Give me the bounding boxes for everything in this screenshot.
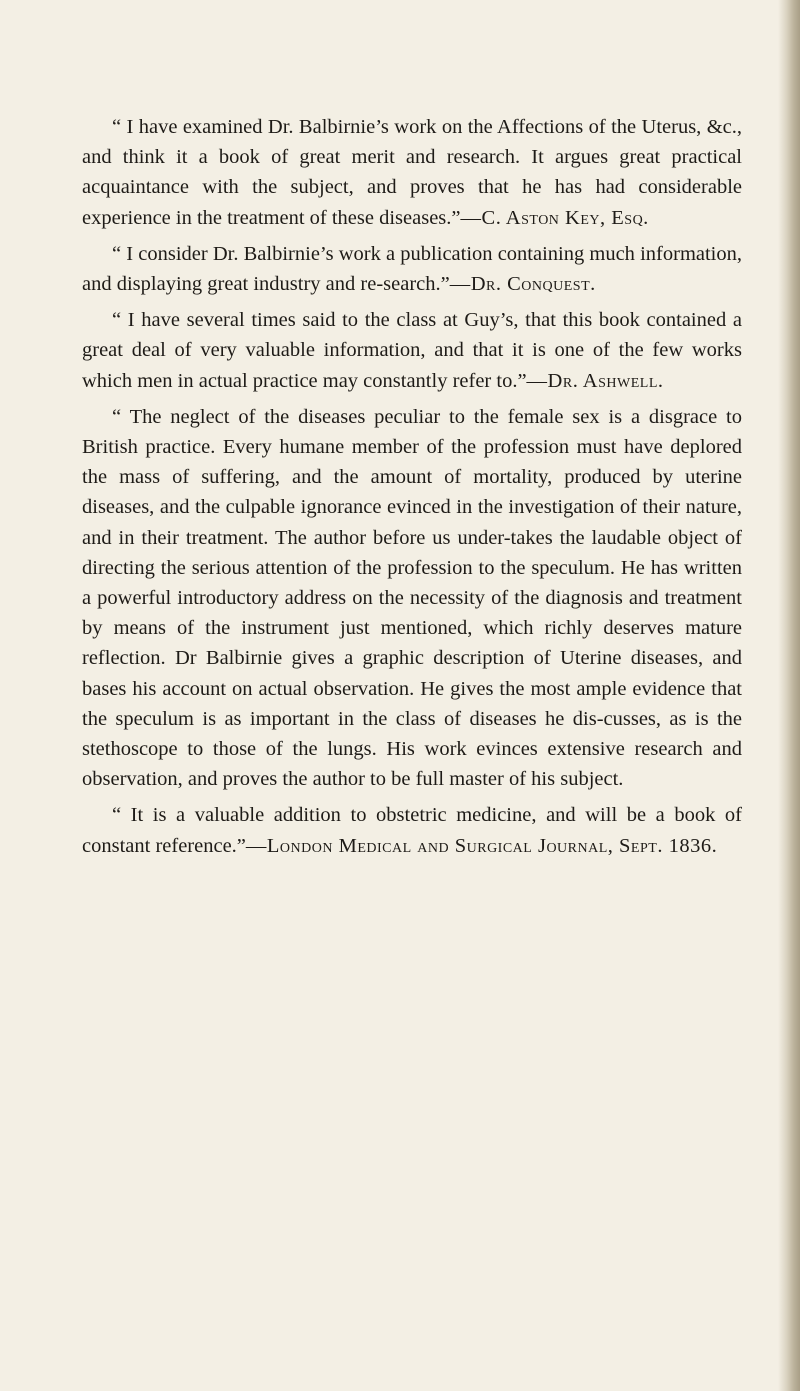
testimonial-ashwell [82, 305, 742, 396]
testimonial-attribution: —London Medical and Surgical Journal, Sept. 1836. [245, 834, 718, 857]
testimonial-text: “ I have several times said to the class at Guy’s, that this book contained a great deal of very valuable information, and that it is one of the few works which men in actual practice may constantly refer to.” [82, 309, 742, 392]
testimonial-journal-review [82, 402, 742, 795]
testimonials-block [82, 112, 742, 867]
testimonial-journal-closing [82, 800, 742, 860]
testimonial-text: “ I have examined Dr. Balbirnie’s work on the Affections of the Uterus, &c., and think it a book of great merit and research. It argues great practical acquaintance with the subject, and proves that he has had considerable experience in the treatment of these diseases.” [82, 116, 742, 229]
testimonial-attribution: —C. Aston Key, Esq. [460, 206, 649, 229]
testimonial-text: “ The neglect of the diseases peculiar to the female sex is a disgrace to British practice. Every humane member of the profession must have deplored the mass of suffering, and the amount of mortality, produced by uterine diseases, and the culpable ignorance evinced in the investigation of their nature, and in their treatment. The author before us under-takes the laudable object of directing the serious attention of the profession to the speculum. He has written a powerful introductory address on the necessity of the diagnosis and treatment by means of the instrument just mentioned, which richly deserves mature reflection. Dr Balbirnie gives a graphic description of Uterine diseases, and bases his account on actual observation. He gives the most ample evidence that the speculum is as important in the class of diseases he dis-cusses, as is the stethoscope to those of the lungs. His work evinces extensive research and observation, and proves the author to be full master of his subject. [82, 405, 742, 791]
testimonial-text: “ It is a valuable addition to obstetric medicine, and will be a book of constant reference.” [82, 804, 742, 857]
page-edge-shadow [778, 0, 800, 1391]
testimonial-text: “ I consider Dr. Balbirnie’s work a publication containing much information, and displaying great industry and re-search.” [82, 242, 742, 296]
testimonial-key [82, 112, 742, 233]
testimonial-conquest [82, 239, 742, 299]
testimonial-attribution: —Dr. Conquest. [449, 273, 596, 296]
testimonial-attribution: —Dr. Ashwell. [526, 369, 664, 392]
